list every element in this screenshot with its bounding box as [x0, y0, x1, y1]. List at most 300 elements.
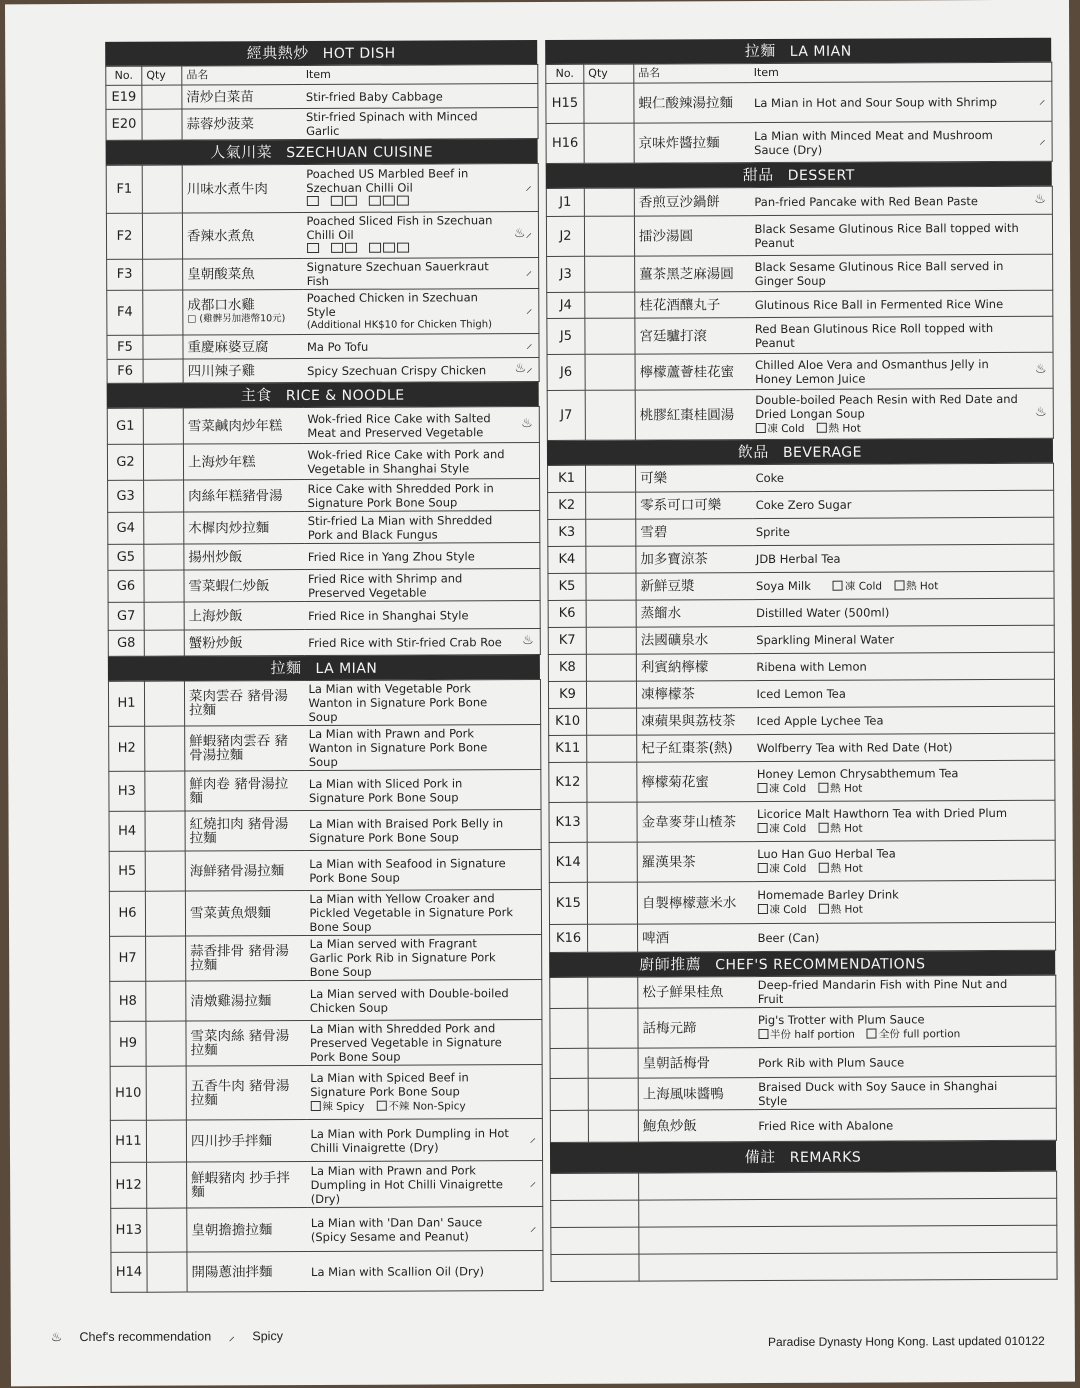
item-name-zh [637, 802, 753, 843]
quantity-field[interactable] [584, 123, 634, 163]
menu-item-row [107, 407, 539, 445]
option-label: 不辣 Non-Spicy [388, 1100, 466, 1113]
item-name-en-text: Iced Apple Lychee Tea [756, 713, 884, 729]
menu-item-row [108, 568, 540, 602]
menu-table [106, 163, 540, 384]
menu-item-row [108, 478, 540, 512]
chef-hat-icon: ♨ [521, 415, 533, 431]
item-number: H11 [110, 1120, 146, 1162]
menu-item-row [548, 463, 1054, 492]
item-number: F6 [107, 359, 143, 383]
section-title-en: BEVERAGE [782, 444, 863, 461]
menu-item-row [109, 849, 541, 891]
item-number: F2 [106, 213, 142, 259]
item-number: K3 [548, 519, 586, 546]
item-name-zh [185, 811, 305, 852]
checkbox-box[interactable] [867, 1029, 877, 1039]
item-name-zh-text: 利賓納檸檬 [640, 659, 709, 676]
section-title-en: LA MIAN [789, 43, 852, 60]
item-number: H15 [546, 83, 584, 123]
quantity-field[interactable] [586, 546, 636, 573]
chef-hat-icon: ♨ [1034, 191, 1046, 207]
item-name-zh [636, 654, 752, 682]
menu-item-row [550, 1006, 1056, 1048]
item-number: K9 [548, 681, 586, 708]
quantity-field[interactable] [147, 1162, 187, 1208]
item-name-zh-text: 杞子紅棗茶(熱) [641, 740, 733, 757]
item-number [550, 1048, 588, 1078]
chili-group [369, 243, 411, 256]
item-number: H5 [109, 851, 145, 891]
chili-level [306, 195, 510, 210]
menu-item-row [109, 724, 541, 771]
item-number: G2 [107, 444, 143, 480]
quantity-field[interactable] [585, 390, 635, 440]
section-header [545, 38, 1051, 64]
item-number: J1 [546, 188, 584, 216]
chili-icon: ⸝ [1039, 132, 1046, 148]
checkbox-box[interactable] [894, 580, 904, 590]
quantity-field[interactable] [143, 290, 183, 335]
menu-item-row [107, 443, 539, 481]
option-group [758, 1026, 1028, 1042]
quantity-field[interactable] [144, 630, 184, 656]
item-name-en [303, 289, 539, 335]
item-name-en-text: Iced Lemon Tea [756, 686, 846, 702]
quantity-field[interactable] [144, 480, 184, 512]
chili-icon: ⸝ [525, 302, 533, 318]
item-name-en-text: Pan-fried Pancake with Red Bean Paste [754, 193, 978, 209]
remarks-cell[interactable] [639, 1225, 1057, 1254]
menu-item-row [549, 880, 1055, 924]
option-label: 凍 Cold [769, 822, 807, 836]
item-name-en [753, 706, 1055, 734]
item-number: G3 [108, 480, 144, 512]
item-name-en-text: Beer (Can) [757, 930, 820, 945]
quantity-field[interactable] [588, 924, 638, 952]
checkbox-box[interactable] [758, 1029, 768, 1039]
item-name-zh-text: 成都口水雞 [187, 297, 255, 314]
item-name-en-text: La Mian served with Fragrant Garlic Pork Rib in Signature Pork Bone Soup [309, 936, 496, 980]
item-name-zh-text: 開陽蔥油拌麵 [191, 1263, 273, 1281]
item-name-zh-text: 重慶麻婆豆腐 [187, 338, 269, 356]
option-checkbox[interactable] [833, 579, 882, 593]
item-name-en-text: La Mian with Prawn and Pork Dumpling in Hot Chilli Vinaigrette (Dry) [310, 1162, 503, 1206]
menu-item-row [548, 652, 1054, 681]
option-label: 凍 Cold [768, 782, 807, 796]
quantity-field[interactable] [143, 444, 183, 480]
section-header [547, 439, 1053, 465]
option-checkbox[interactable] [817, 422, 861, 436]
item-name-zh-text: 新鮮豆漿 [640, 578, 695, 595]
item-name-en [307, 1206, 543, 1251]
quantity-field[interactable] [144, 570, 184, 602]
item-name-en-text: Honey Lemon Chrysabthemum Tea [756, 766, 959, 782]
remarks-cell[interactable] [639, 1252, 1057, 1281]
menu-item-row [546, 186, 1052, 216]
checkbox-box[interactable] [310, 1101, 320, 1111]
option-checkbox[interactable] [894, 579, 938, 593]
item-name-en [304, 600, 540, 629]
item-name-zh [634, 83, 750, 124]
quantity-field[interactable] [587, 802, 637, 842]
quantity-field[interactable] [588, 1048, 638, 1078]
item-number: G1 [107, 408, 143, 444]
item-name-en [750, 214, 1052, 255]
checkbox-box[interactable] [818, 823, 828, 833]
quantity-field[interactable] [587, 735, 637, 762]
quantity-field[interactable] [145, 891, 185, 936]
menu-item-row [550, 1046, 1056, 1078]
item-number: G5 [108, 544, 144, 570]
quantity-field[interactable] [146, 981, 186, 1021]
item-name-en-text: Coke Zero Sugar [755, 497, 852, 513]
item-name-en-text: Wok-fried Rice Cake with Pork and Vegetable in Shanghai Style [307, 446, 505, 476]
quantity-field[interactable] [143, 408, 183, 444]
quantity-field[interactable] [584, 216, 634, 256]
column-header-name-zh: 品名 [182, 66, 302, 86]
item-name-zh [634, 216, 750, 257]
quantity-field[interactable] [587, 762, 637, 802]
item-name-zh-text: 金韋麥芽山楂茶 [641, 813, 737, 831]
item-name-en [304, 568, 540, 601]
quantity-field[interactable] [588, 1008, 638, 1048]
remarks-cell[interactable] [551, 1254, 639, 1281]
legend [51, 1327, 297, 1345]
item-number: J6 [547, 354, 585, 390]
remarks-cell[interactable] [639, 1171, 1057, 1200]
quantity-field[interactable] [588, 1110, 638, 1142]
item-name-zh-text: 桃膠紅棗桂圓湯 [639, 406, 735, 424]
checkbox-box[interactable] [757, 863, 767, 873]
checkbox-box[interactable] [817, 423, 827, 433]
item-name-en-text: Wolfberry Tea with Red Date (Hot) [756, 740, 953, 756]
quantity-field[interactable] [584, 83, 634, 123]
option-label: 凍 Cold [769, 862, 807, 876]
item-number: H9 [110, 1021, 146, 1066]
item-name-zh [183, 408, 303, 445]
option-checkbox[interactable] [819, 903, 863, 917]
item-number: H1 [108, 681, 144, 726]
quantity-field[interactable] [144, 544, 184, 570]
item-number: K10 [549, 708, 587, 735]
menu-item-row [111, 1160, 543, 1208]
item-name-zh [636, 681, 752, 709]
item-number: H8 [110, 981, 146, 1021]
option-label: 全份 full portion [878, 1028, 961, 1041]
option-label: 熱 Hot [906, 579, 939, 592]
menu-item-row [111, 1206, 543, 1252]
menu-item-row [107, 358, 539, 384]
quantity-field[interactable] [588, 977, 638, 1008]
item-name-en [305, 889, 541, 935]
item-name-zh [634, 123, 750, 164]
item-name-en [303, 258, 539, 290]
chili-icon: ⸝ [525, 264, 533, 280]
item-name-en [303, 407, 539, 444]
quantity-field[interactable] [142, 85, 182, 109]
item-name-zh-text: 皇朝話梅骨 [642, 1054, 711, 1072]
item-name-en-text: Fried Rice in Yang Zhou Style [307, 548, 475, 564]
quantity-field[interactable] [142, 109, 182, 140]
item-name-zh-text: 四川抄手拌麵 [190, 1132, 272, 1150]
item-name-zh [637, 762, 753, 803]
table-header-row [546, 62, 1052, 83]
item-number [550, 1008, 588, 1048]
item-name-zh [184, 570, 304, 603]
checkbox-box[interactable] [376, 1101, 386, 1111]
option-checkbox[interactable] [818, 782, 862, 796]
option-label: 凍 Cold [769, 903, 807, 917]
quantity-field[interactable] [585, 256, 635, 292]
chili-icon: ⸝ [529, 1130, 536, 1146]
item-number: J7 [547, 390, 585, 440]
item-name-en-note: (Additional HK$10 for Chicken Thigh) [306, 319, 492, 332]
chili-icon: ⸝ [228, 1329, 235, 1344]
remarks-cell[interactable] [551, 1173, 639, 1200]
section-title-zh: 拉麵 [270, 659, 302, 678]
item-number: E19 [106, 85, 142, 109]
quantity-field[interactable] [585, 292, 635, 318]
quantity-field[interactable] [586, 492, 636, 519]
item-name-zh [636, 627, 752, 655]
item-name-zh-text: 皇朝擔擔拉麵 [191, 1221, 273, 1239]
section-header [108, 655, 540, 681]
quantity-field[interactable] [144, 512, 184, 544]
option-checkbox[interactable] [755, 422, 804, 436]
option-checkbox[interactable] [310, 1100, 364, 1114]
chili-icon [330, 196, 342, 206]
quantity-field[interactable] [144, 602, 184, 630]
option-label: 熱 Hot [830, 862, 863, 875]
menu-item-row [547, 254, 1053, 292]
quantity-field[interactable] [144, 681, 184, 726]
item-number: H12 [111, 1162, 147, 1208]
table-header-row [106, 65, 538, 86]
item-name-en-text: Stir-fried La Mian with Shredded Pork and Black Fungus [307, 512, 493, 542]
option-checkbox[interactable] [758, 1028, 855, 1042]
checkbox-box[interactable] [757, 904, 767, 914]
item-name-en [304, 628, 540, 655]
quantity-field[interactable] [146, 1066, 186, 1120]
item-name-zh [184, 544, 304, 571]
checkbox-box[interactable] [818, 783, 828, 793]
quantity-field[interactable] [586, 519, 636, 546]
quantity-field[interactable] [588, 1078, 638, 1110]
item-name-en [302, 108, 538, 140]
item-name-zh-text: 菜肉雲吞 豬骨湯拉麵 [188, 688, 288, 719]
item-name-en-text: La Mian with Vegetable Pork Wanton in Signature Pork Bone Soup [308, 681, 488, 725]
option-checkbox[interactable] [757, 862, 806, 876]
menu-item-row [108, 600, 540, 630]
item-number: K11 [549, 735, 587, 762]
checkbox-box[interactable] [755, 423, 765, 433]
option-label: 凍 Cold [844, 580, 883, 593]
item-name-en-text: Wok-fried Rice Cake with Salted Meat and Preserved Vegetable [307, 410, 491, 440]
option-label: 凍 Cold [767, 422, 805, 436]
item-name-zh [638, 1078, 754, 1111]
checkbox-box[interactable] [818, 863, 828, 873]
option-group [757, 901, 1027, 917]
item-name-en [754, 1046, 1056, 1077]
chili-icon [382, 196, 394, 206]
menu-item-row [548, 625, 1054, 654]
option-checkbox[interactable] [376, 1099, 465, 1113]
item-number: F4 [107, 290, 143, 335]
item-name-zh [637, 842, 753, 883]
item-name-zh [636, 519, 752, 547]
remarks-table [550, 1171, 1057, 1282]
item-name-en-text: Poached US Marbled Beef in Szechuan Chilli Oil [306, 166, 469, 196]
item-name-en [307, 1250, 543, 1291]
section-title-en: LA MIAN [315, 660, 378, 677]
quantity-field[interactable] [586, 600, 636, 627]
option-label: 辣 Spicy [322, 1100, 365, 1113]
legend-chef-label: Chef's recommendation [79, 1329, 212, 1345]
quantity-field[interactable] [584, 188, 634, 216]
option-checkbox[interactable] [757, 782, 806, 796]
item-name-en [754, 1108, 1056, 1141]
item-name-en [750, 121, 1052, 162]
checkbox-box[interactable] [757, 823, 767, 833]
section-header [107, 382, 539, 408]
checkbox-box[interactable] [833, 580, 843, 590]
item-name-zh-text: 雪菜黃魚煨麵 [189, 905, 271, 922]
quantity-field[interactable] [586, 681, 636, 708]
column-header-qty: Qty [142, 66, 182, 85]
left-column [105, 40, 542, 1293]
item-name-en-text: Spicy Szechuan Crispy Chicken [307, 362, 487, 378]
quantity-field[interactable] [586, 465, 636, 492]
item-number: H13 [111, 1208, 147, 1252]
item-name-en-text: Soya Milk [756, 578, 811, 593]
menu-item-row [547, 352, 1053, 390]
quantity-field[interactable] [147, 1208, 187, 1252]
menu-item-row [110, 979, 542, 1021]
item-name-en-text: JDB Herbal Tea [755, 551, 841, 567]
quantity-field[interactable] [146, 1120, 186, 1162]
item-name-zh [182, 109, 302, 141]
quantity-field[interactable] [587, 882, 637, 924]
quantity-field[interactable] [143, 259, 183, 290]
quantity-field[interactable] [145, 726, 185, 771]
chili-icon: ⸝ [1038, 92, 1046, 108]
quantity-field[interactable] [586, 627, 636, 654]
item-name-zh [184, 512, 304, 545]
chef-and-chili-icon: ♨⸝ [514, 360, 533, 376]
menu-table [549, 975, 1057, 1143]
item-name-zh-text: 上海炒年糕 [187, 453, 256, 471]
remarks-cell[interactable] [639, 1198, 1057, 1227]
item-name-zh [635, 354, 751, 391]
item-name-en-text: Licorice Malt Hawthorn Tea with Dried Plum [756, 805, 1008, 822]
item-name-zh [185, 771, 305, 812]
chili-icon [369, 243, 381, 253]
quantity-field[interactable] [586, 573, 636, 600]
quantity-field[interactable] [586, 654, 636, 681]
quantity-field[interactable] [145, 771, 185, 811]
item-name-zh-text: 香煎豆沙鍋餅 [638, 193, 720, 211]
chili-icon: ⸝ [525, 336, 533, 352]
menu-item-row [108, 628, 540, 656]
column-header-name-en: Item [302, 65, 538, 85]
item-name-zh-text: 鮮蝦豬肉 抄手拌麵 [191, 1169, 290, 1201]
item-number: J4 [547, 292, 585, 318]
item-name-zh [184, 681, 304, 727]
checkbox-box[interactable] [819, 904, 829, 914]
quantity-field[interactable] [585, 318, 635, 354]
item-number: H10 [110, 1066, 146, 1120]
menu-item-row [108, 542, 540, 570]
option-checkbox[interactable] [818, 862, 862, 876]
item-name-en [754, 922, 1056, 951]
menu-item-row [106, 84, 538, 110]
option-checkbox[interactable] [818, 822, 862, 836]
item-name-zh [636, 465, 752, 493]
item-number [550, 1110, 588, 1142]
chili-icon: ⸝ [525, 178, 532, 194]
item-number: K15 [549, 882, 587, 924]
menu-item-row [110, 1019, 542, 1066]
quantity-field[interactable] [145, 851, 185, 891]
quantity-field[interactable] [142, 213, 182, 259]
quantity-field[interactable] [587, 842, 637, 882]
section-title-en: CHEF'S RECOMMENDATIONS [715, 956, 926, 974]
menu-item-row [549, 800, 1055, 842]
menu-item-row [110, 934, 542, 981]
quantity-field[interactable] [585, 354, 635, 390]
quantity-field[interactable] [143, 359, 183, 383]
quantity-field[interactable] [142, 165, 182, 213]
quantity-field[interactable] [145, 811, 185, 851]
option-checkbox[interactable] [867, 1027, 960, 1041]
quantity-field[interactable] [146, 1021, 186, 1066]
remarks-cell[interactable] [551, 1227, 639, 1254]
item-name-zh [636, 546, 752, 574]
item-name-en [753, 840, 1055, 881]
item-name-en-text: Fried Rice with Stir-fried Crab Roe [308, 634, 502, 650]
item-name-en [306, 934, 542, 980]
item-name-en [752, 544, 1054, 572]
item-name-en-text: La Mian with Minced Meat and Mushroom Sauce (Dry) [754, 127, 993, 157]
item-name-zh-text: 蝦仁酸辣湯拉麵 [638, 94, 733, 112]
option-checkbox[interactable] [757, 822, 806, 836]
section-title-en: SZECHUAN CUISINE [286, 144, 434, 162]
column-header-no: No. [546, 64, 584, 83]
remarks-cell[interactable] [551, 1200, 639, 1227]
option-label: 半份 half portion [769, 1028, 855, 1041]
quantity-field[interactable] [146, 936, 186, 981]
chef-hat-icon: ♨ [1034, 361, 1047, 377]
item-name-zh [182, 213, 302, 260]
quantity-field[interactable] [143, 335, 183, 359]
item-name-en-text: Pig's Trotter with Plum Sauce [757, 1012, 925, 1028]
remarks-row [551, 1171, 1057, 1200]
quantity-field[interactable] [587, 708, 637, 735]
chili-icon: ⸝ [529, 1219, 537, 1235]
menu-item-row [549, 760, 1055, 802]
section-title-zh: 廚師推薦 [639, 955, 702, 974]
item-number: K4 [548, 546, 586, 573]
option-checkbox[interactable] [757, 903, 806, 917]
checkbox-box[interactable] [757, 783, 767, 793]
menu-item-row [107, 258, 539, 291]
item-name-zh-text: 京味炸醬拉麵 [638, 134, 720, 152]
section-title-zh: 飲品 [737, 442, 769, 462]
quantity-field[interactable] [147, 1252, 187, 1292]
menu-item-row [547, 316, 1053, 354]
item-name-en [752, 652, 1054, 680]
